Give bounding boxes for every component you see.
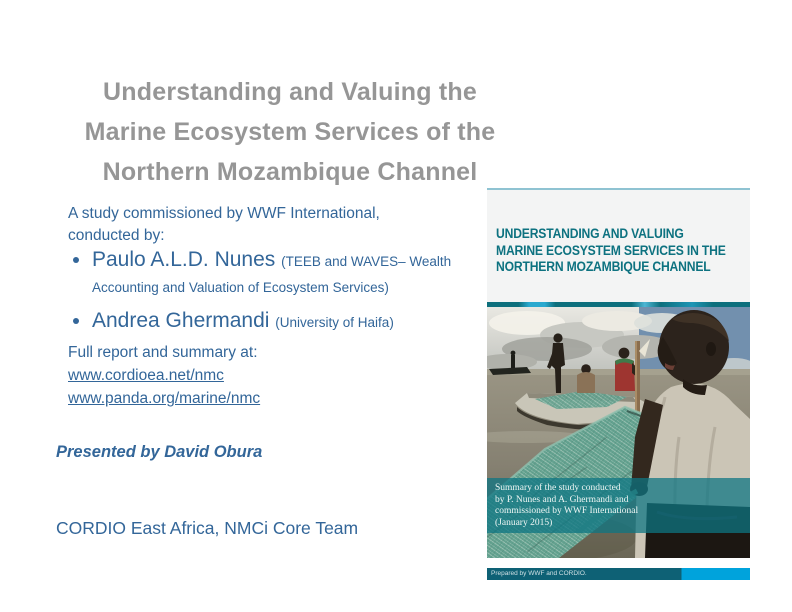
author-item-ghermandi (92, 308, 504, 334)
author-affiliation: (University of Haifa) (275, 315, 394, 330)
slide-title (40, 72, 540, 192)
cover-photo (487, 307, 750, 558)
cover-title-line-2: MARINE ECOSYSTEM SERVICES IN THE (496, 242, 726, 258)
team-line: CORDIO East Africa, NMCi Core Team (56, 518, 359, 538)
cover-title-line-3: NORTHERN MOZAMBIQUE CHANNEL (496, 259, 711, 274)
report-label: Full report and summary at: (68, 344, 258, 361)
author-bullet-list (68, 247, 504, 343)
intro-line-1: A study commissioned by WWF International, (68, 205, 380, 222)
title-line-1: Understanding and Valuing the (103, 78, 477, 106)
author-item-nunes (92, 247, 504, 299)
cover-footer-text: Prepared by WWF and CORDIO. (491, 570, 587, 577)
intro-line-2: conducted by: (68, 227, 165, 244)
report-cover (487, 188, 750, 580)
cover-footer-bar (487, 568, 750, 580)
cover-title (496, 226, 730, 276)
link-cordioea[interactable]: www.cordioea.net/nmc (68, 367, 224, 384)
caption-line-3: commissioned by WWF International (495, 506, 639, 516)
author-name: Paulo A.L.D. Nunes (92, 248, 282, 271)
caption-line-2: by P. Nunes and A. Ghermandi and (495, 494, 629, 505)
author-name: Andrea Ghermandi (92, 309, 276, 332)
presenter-line: Presented by David Obura (56, 443, 263, 461)
caption-line-4: (January 2015) (495, 517, 553, 528)
title-line-2: Marine Ecosystem Services of the (84, 118, 496, 146)
title-line-3: Northern Mozambique Channel (102, 158, 478, 186)
study-intro (68, 203, 478, 247)
caption-line-1: Summary of the study conducted (495, 483, 621, 493)
photo-caption (487, 478, 750, 533)
cover-title-line-1: UNDERSTANDING AND VALUING (496, 226, 684, 241)
cover-header (487, 190, 750, 302)
author-affiliation: (TEEB and WAVES– Wealth Accounting and Valuation of Ecosystem Services) (92, 254, 452, 295)
link-panda[interactable]: www.panda.org/marine/nmc (68, 390, 261, 407)
report-links-block (68, 342, 478, 410)
